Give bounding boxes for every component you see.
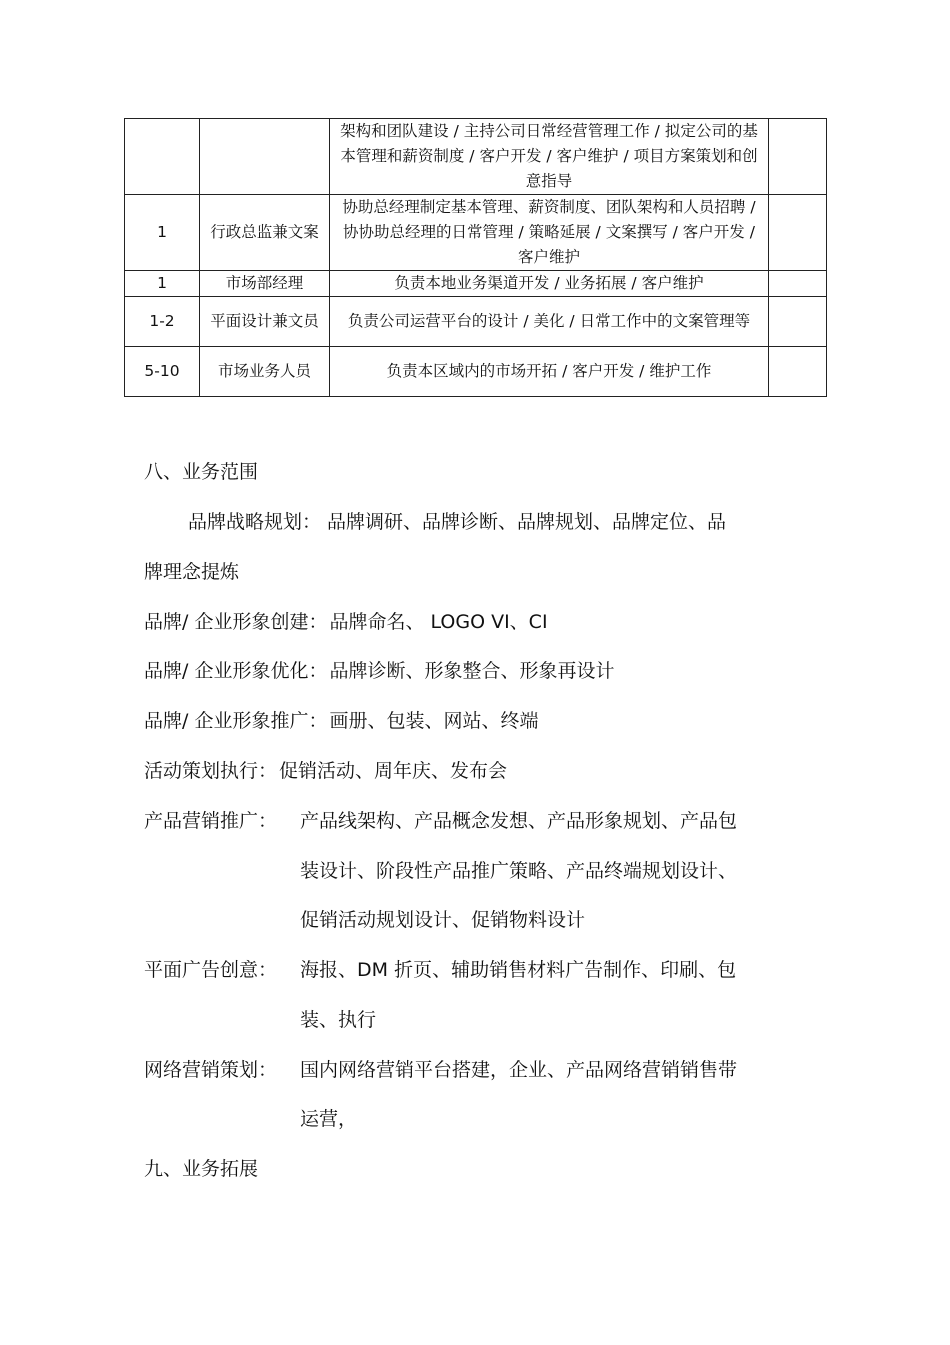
duty-cell: 负责本地业务渠道开发 / 业务拓展 / 客户维护	[330, 271, 769, 297]
role-cell: 行政总监兼文案	[200, 195, 330, 271]
scope-item-label: 品牌/ 企业形象推广：	[144, 710, 328, 732]
product-marketing-line: 促销活动规划设计、促销物料设计	[300, 909, 586, 931]
headcount-cell	[125, 119, 200, 195]
scope-item-label: 品牌/ 企业形象创建：	[144, 611, 328, 633]
table-row	[125, 271, 827, 297]
scope-item-value: 品牌命名、 LOGO VI、CI	[329, 611, 548, 633]
note-cell	[769, 271, 827, 297]
headcount-cell: 1	[125, 195, 200, 271]
print-ads-label: 平面广告创意：	[144, 959, 278, 981]
product-marketing-label: 产品营销推广：	[144, 810, 278, 832]
headcount-cell: 1	[125, 271, 200, 297]
note-cell	[769, 119, 827, 195]
scope-item-value: 画册、包装、网站、终端	[329, 710, 539, 732]
section-heading-business-scope: 八、业务范围	[144, 461, 259, 483]
role-cell	[200, 119, 330, 195]
scope-item-label: 品牌/ 企业形象优化：	[144, 660, 328, 682]
print-ads-line: 海报、DM 折页、辅助销售材料广告制作、印刷、包	[300, 959, 737, 981]
table-row	[125, 119, 827, 195]
note-cell	[769, 195, 827, 271]
duty-cell: 负责本区域内的市场开拓 / 客户开发 / 维护工作	[330, 347, 769, 397]
online-marketing-line: 国内网络营销平台搭建，企业、产品网络营销销售带	[300, 1059, 738, 1081]
role-cell: 市场业务人员	[200, 347, 330, 397]
note-cell	[769, 297, 827, 347]
product-marketing-line: 装设计、阶段性产品推广策略、产品终端规划设计、	[300, 860, 738, 882]
duty-cell: 协助总经理制定基本管理、薪资制度、团队架构和人员招聘 / 协协助总经理的日常管理 / 策略延展 / 文案撰写 / 客户开发 / 客户维护	[330, 195, 769, 271]
product-marketing-line: 产品线架构、产品概念发想、产品形象规划、产品包	[300, 810, 738, 832]
scope-item	[144, 608, 548, 636]
staffing-table	[124, 118, 827, 397]
headcount-cell: 5-10	[125, 347, 200, 397]
print-ads-line: 装、执行	[300, 1009, 377, 1031]
headcount-cell: 1-2	[125, 297, 200, 347]
table-row	[125, 195, 827, 271]
scope-item	[144, 757, 507, 785]
scope-item-label: 活动策划执行：	[144, 760, 278, 782]
role-cell: 平面设计兼文员	[200, 297, 330, 347]
section-heading-business-expansion: 九、业务拓展	[144, 1158, 259, 1180]
online-marketing-label: 网络营销策划：	[144, 1059, 278, 1081]
role-cell: 市场部经理	[200, 271, 330, 297]
scope-item-value: 品牌诊断、形象整合、形象再设计	[329, 660, 615, 682]
scope-item	[144, 657, 614, 685]
duty-cell: 负责公司运营平台的设计 / 美化 / 日常工作中的文案管理等	[330, 297, 769, 347]
online-marketing-line: 运营，	[300, 1108, 358, 1130]
scope-item	[144, 707, 538, 735]
brand-strategy-line-2: 牌理念提炼	[144, 561, 240, 583]
table-row	[125, 297, 827, 347]
brand-strategy-line-1: 品牌战略规划： 品牌调研、品牌诊断、品牌规划、品牌定位、品	[188, 511, 727, 533]
duty-cell: 架构和团队建设 / 主持公司日常经营管理工作 / 拟定公司的基本管理和薪资制度 / 客户开发 / 客户维护 / 项目方案策划和创意指导	[330, 119, 769, 195]
scope-item-value: 促销活动、周年庆、发布会	[279, 760, 508, 782]
table-row	[125, 347, 827, 397]
note-cell	[769, 347, 827, 397]
